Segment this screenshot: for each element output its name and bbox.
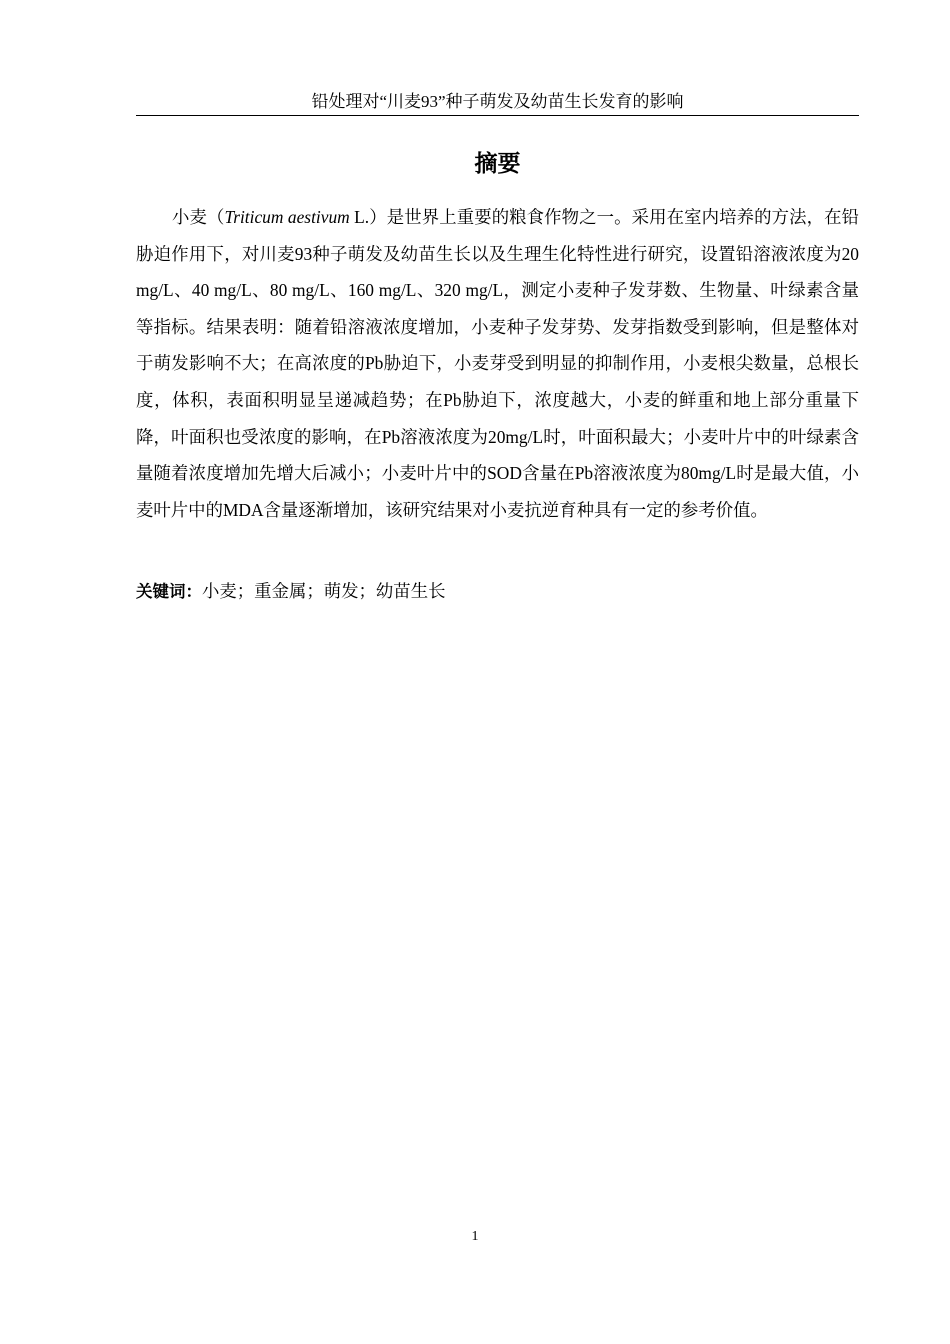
page-number: 1 [471,1229,479,1244]
keywords-text: 小麦；重金属；萌发；幼苗生长 [202,581,446,601]
abstract-body [136,199,859,528]
abstract-body-text: L.）是世界上重要的粮食作物之一。采用在室内培养的方法，在铅胁迫作用下，对川麦93种子萌发及幼苗生长以及生理生化特性进行研究，设置铅溶液浓度为20 mg/L、40 mg/L、80 mg/L、160 mg/L、320 mg/L，测定小麦种子发芽数、生物量、叶绿素含量等指标。结果表明：随着铅溶液浓度增加，小麦种子发芽势、发芽指数受到影响，但是整体对于萌发影响不大；在高浓度的Pb胁迫下，小麦芽受到明显的抑制作用，小麦根尖数量，总根长度，体积，表面积明显呈递减趋势；在Pb胁迫下，浓度越大，小麦的鲜重和地上部分重量下降，叶面积也受浓度的影响，在Pb溶液浓度为20mg/L时，叶面积最大；小麦叶片中的叶绿素含量随着浓度增加先增大后减小；小麦叶片中的SOD含量在Pb溶液浓度为80mg/L时是最大值，小麦叶片中的MDA含量逐渐增加，该研究结果对小麦抗逆育种具有一定的参考价值。 [136,207,859,520]
species-name: Triticum aestivum [224,207,350,227]
keywords-label: 关键词： [136,582,202,601]
abstract-title: 摘要 [474,151,521,177]
running-header: 铅处理对“川麦93”种子萌发及幼苗生长发育的影响 [136,91,859,116]
abstract-body-prefix: 小麦（ [172,207,225,227]
keywords-line [136,573,859,610]
